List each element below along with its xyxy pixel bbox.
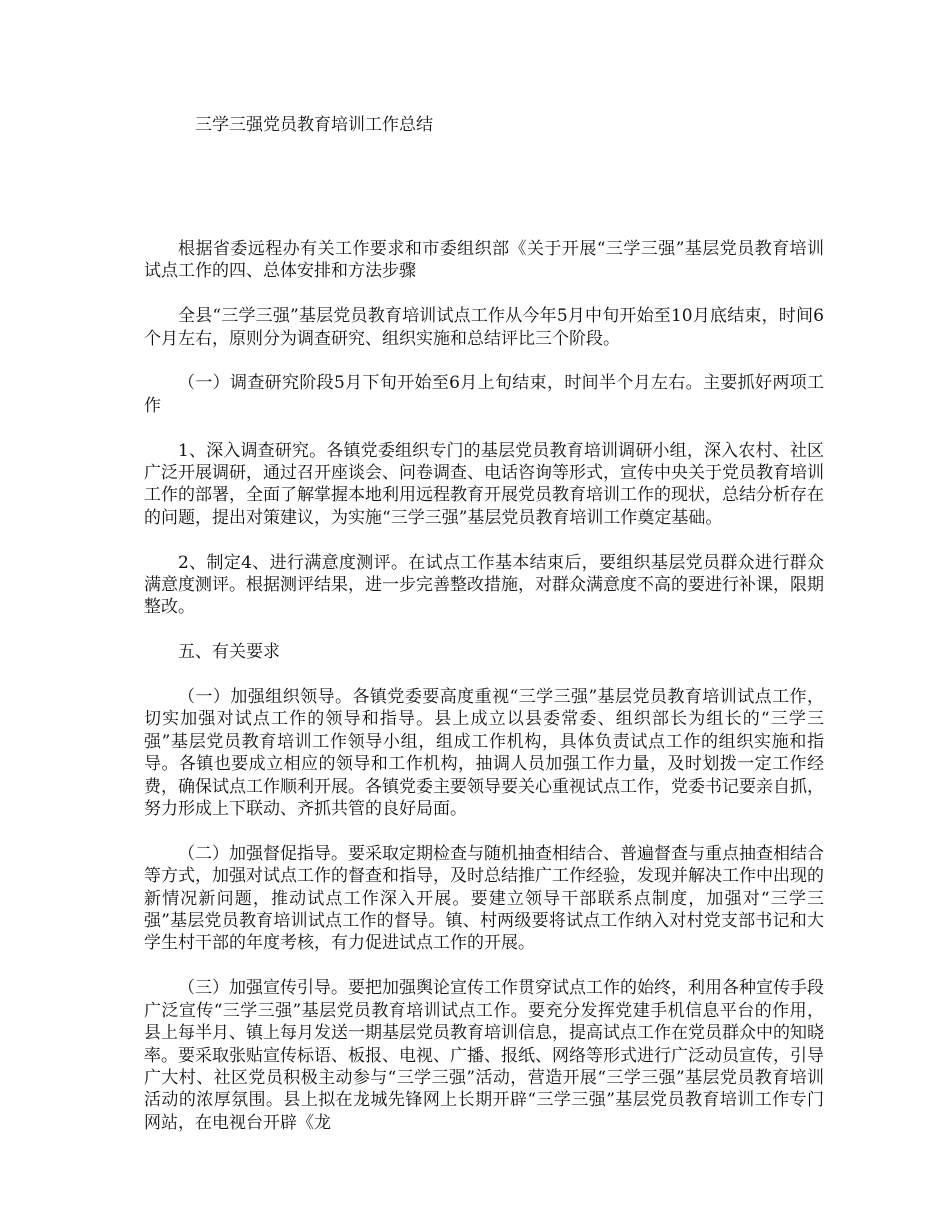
paragraph-item-1: 1、深入调查研究。各镇党委组织专门的基层党员教育培训调研小组，深入农村、社区广泛开展调研，通过召开座谈会、问卷调查、电话咨询等形式，宣传中央关于党员教育培训工作的部署，全面了解掌握本地利用远程教育开展党员教育培训工作的现状，总结分析存在的问题，提出对策建议，为实施“三学三强”基层党员教育培训工作奠定基础。: [144, 440, 824, 528]
paragraph-requirement-3: （三）加强宣传引导。要把加强舆论宣传工作贯穿试点工作的始终，利用各种宣传手段广泛宣传“三学三强”基层党员教育培训试点工作。要充分发挥党建手机信息平台的作用，县上每半月、镇上每月发送一期基层党员教育培训信息，提高试点工作在党员群众中的知晓率。要采取张贴宣传标语、板报、电视、广播、报纸、网络等形式进行广泛动员宣传，引导广大村、社区党员积极主动参与“三学三强”活动，营造开展“三学三强”基层党员教育培训活动的浓厚氛围。县上拟在龙城先锋网上长期开辟“三学三强”基层党员教育培训工作专门网站，在电视台开辟《龙: [144, 978, 824, 1133]
paragraph-schedule: 全县“三学三强”基层党员教育培训试点工作从今年5月中旬开始至10月底结束，时间6个月左右，原则分为调查研究、组织实施和总结评比三个阶段。: [144, 306, 824, 349]
document-title: 三学三强党员教育培训工作总结: [195, 115, 433, 135]
paragraph-requirement-1: （一）加强组织领导。各镇党委要高度重视“三学三强”基层党员教育培训试点工作，切实加强对试点工作的领导和指导。县上成立以县委常委、组织部长为组长的“三学三强”基层党员教育培训工作领导小组，组成工作机构，具体负责试点工作的组织实施和指导。各镇也要成立相应的领导和工作机构，抽调人员加强工作力量，及时划拨一定工作经费，确保试点工作顺利开展。各镇党委主要领导要关心重视试点工作，党委书记要亲自抓，努力形成上下联动、齐抓共管的良好局面。: [144, 687, 824, 820]
paragraph-phase-one: （一）调查研究阶段5月下旬开始至6月上旬结束，时间半个月左右。主要抓好两项工作: [144, 373, 824, 416]
document-body: [144, 238, 824, 1157]
paragraph-item-2: 2、制定4、进行满意度测评。在试点工作基本结束后，要组织基层党员群众进行群众满意度测评。根据测评结果，进一步完善整改措施，对群众满意度不高的要进行补课，限期整改。: [144, 552, 824, 618]
section-heading-requirements: 五、有关要求: [178, 642, 280, 663]
paragraph-requirement-2: （二）加强督促指导。要采取定期检查与随机抽查相结合、普遍督查与重点抽查相结合等方式，加强对试点工作的督查和指导，及时总结推广工作经验，发现并解决工作中出现的新情况新问题，推动试点工作深入开展。要建立领导干部联系点制度，加强对“三学三强”基层党员教育培训试点工作的督导。镇、村两级要将试点工作纳入对村党支部书记和大学生村干部的年度考核，有力促进试点工作的开展。: [144, 843, 824, 954]
paragraph-intro: 根据省委远程办有关工作要求和市委组织部《关于开展“三学三强”基层党员教育培训试点工作的四、总体安排和方法步骤: [144, 239, 824, 282]
